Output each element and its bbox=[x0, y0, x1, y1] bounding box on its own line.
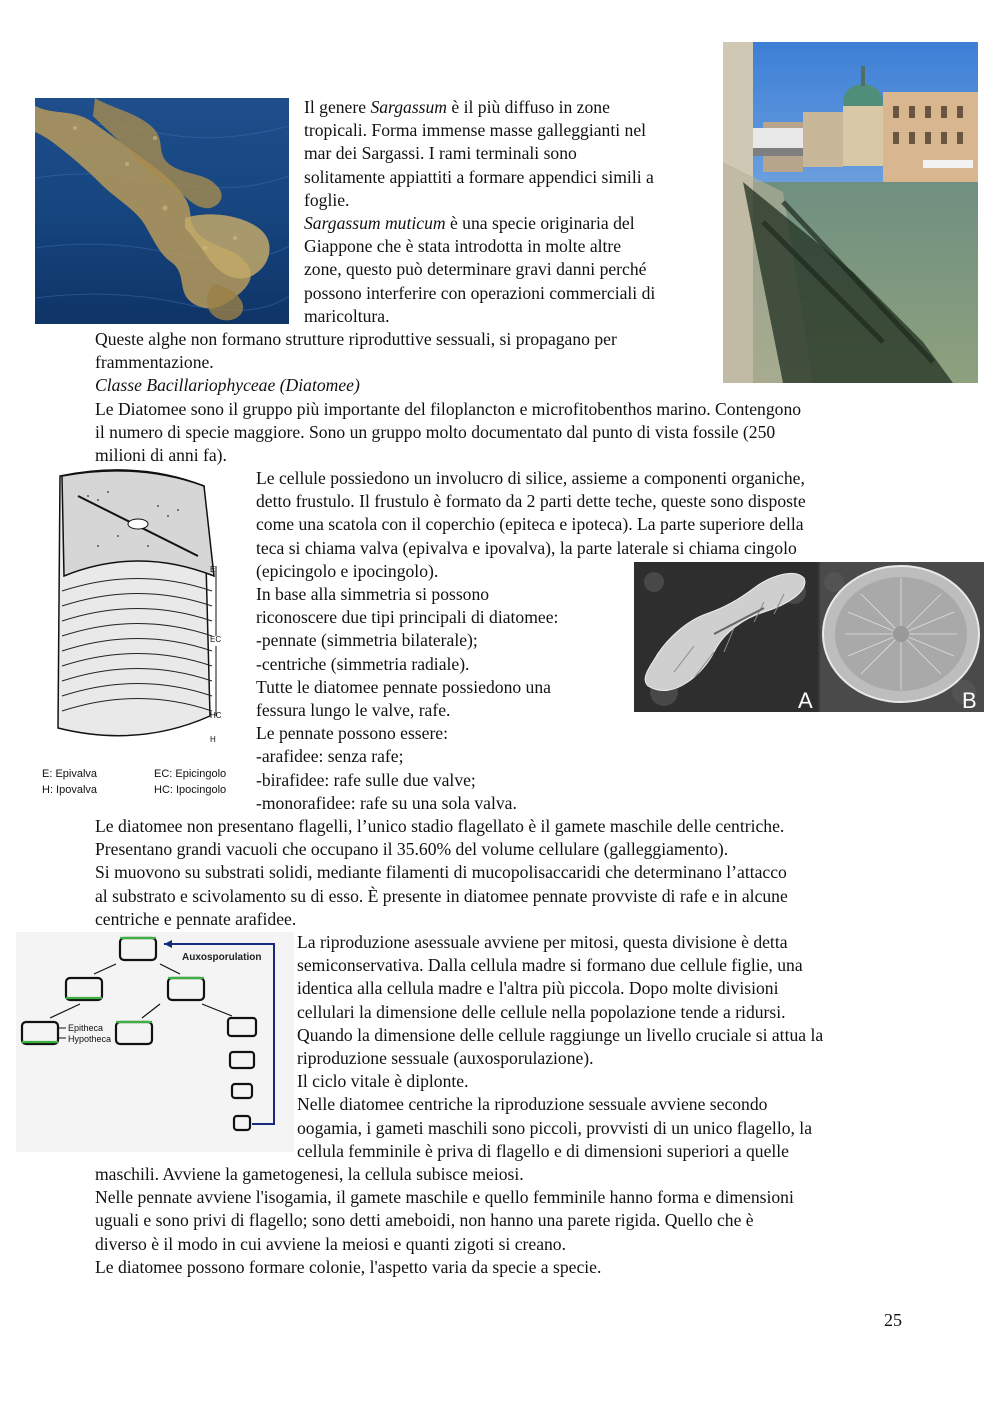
legend-ipovalva: H: Ipovalva bbox=[42, 784, 98, 796]
riproduzione-line-7: Il ciclo vitale è diplonte. bbox=[297, 1071, 469, 1092]
flagelli-line-1: Le diatomee non presentano flagelli, l’unico stadio flagellato è il gamete maschile delle centriche. bbox=[95, 816, 785, 836]
legend-ipocingolo: HC: Ipocingolo bbox=[154, 784, 227, 796]
riproduzione-line-1: La riproduzione asessuale avviene per mitosi, questa divisione è detta bbox=[297, 932, 788, 952]
sargassum-line-2: tropicali. Forma immense masse galleggianti nel bbox=[304, 120, 647, 141]
frustulo-line-4: teca si chiama valva (epivalva e ipovalva), la parte laterale si chiama cingolo bbox=[256, 537, 797, 558]
flagelli-line-4: al substrato e scivolamento su di esso. È presente in diatomee pennate provviste di rafe e in alcune bbox=[95, 885, 788, 906]
label-ec: EC bbox=[210, 635, 222, 644]
sem-label-a: A bbox=[798, 688, 813, 712]
flagelli-line-5: centriche e pennate arafidee. bbox=[95, 908, 297, 929]
sargassum-line-10: maricoltura. bbox=[304, 305, 390, 326]
sargassum-line-1-post: è il più diffuso in zone bbox=[447, 97, 610, 117]
final-paragraph bbox=[95, 1163, 794, 1279]
final-line-4: diverso è il modo in cui avviene la meiosi e quanti zigoti si creano. bbox=[95, 1233, 566, 1254]
simmetria-line-8: -arafidee: senza rafe; bbox=[256, 746, 404, 767]
riproduzione-line-8: Nelle diatomee centriche la riproduzione sessuale avviene secondo bbox=[297, 1094, 768, 1115]
legend-epicingolo: EC: Epicingolo bbox=[154, 768, 227, 780]
auxosporulation-diagram bbox=[16, 932, 294, 1152]
flagelli-line-2: Presentano grandi vacuoli che occupano il 35.60% del volume cellulare (galleggiamento). bbox=[95, 839, 729, 860]
simmetria-line-2: riconoscere due tipi principali di diatomee: bbox=[256, 607, 559, 628]
legend-epivalva: E: Epivalva bbox=[42, 768, 98, 780]
simmetria-line-3: -pennate (simmetria bilaterale); bbox=[256, 630, 478, 651]
simmetria-line-6: fessura lungo le valve, rafe. bbox=[256, 700, 451, 721]
repro-line-2: frammentazione. bbox=[95, 352, 214, 373]
final-line-1: maschili. Avviene la gametogenesi, la cellula subisce meiosi. bbox=[95, 1164, 524, 1184]
riproduzione-line-3: identica alla cellula madre e l'altra più piccola. Dopo molte divisioni bbox=[297, 978, 779, 999]
riproduzione-line-4: cellulari la dimensione delle cellule nella popolazione tende a ridursi. bbox=[297, 1001, 786, 1022]
diatomee-line-3: milioni di anni fa). bbox=[95, 445, 227, 466]
sargassum-line-8: zone, questo può determinare gravi danni perché bbox=[304, 259, 647, 280]
class-heading: Classe Bacillariophyceae (Diatomee) bbox=[95, 375, 360, 396]
repro-paragraph bbox=[95, 328, 801, 467]
sargassum-line-7: Giappone che è stata introdotta in molte altre bbox=[304, 236, 622, 257]
frustulo-paragraph bbox=[256, 467, 806, 815]
diatom-frustule-drawing bbox=[38, 466, 240, 802]
sargassum-line-3: mar dei Sargassi. I rami terminali sono bbox=[304, 143, 577, 164]
flagelli-line-3: Si muovono su substrati solidi, mediante filamenti di mucopolisaccaridi che determinano l’attacco bbox=[95, 862, 787, 883]
label-hc: HC bbox=[210, 711, 222, 720]
simmetria-line-9: -birafidee: rafe sulle due valve; bbox=[256, 769, 476, 790]
sargassum-line-4: solitamente appiattiti a formare appendici simili a bbox=[304, 166, 654, 187]
sargassum-line-6-post: è una specie originaria del bbox=[445, 213, 635, 234]
sargassum-line-6 bbox=[304, 212, 655, 235]
simmetria-line-1: In base alla simmetria si possono bbox=[256, 584, 490, 605]
simmetria-line-4: -centriche (simmetria radiale). bbox=[256, 653, 470, 674]
frustulo-line-3: come una scatola con il coperchio (epiteca e ipoteca). La parte superiore della bbox=[256, 514, 804, 535]
sargassum-genus: Sargassum bbox=[370, 97, 448, 117]
sargassum-line-1-pre: Il genere bbox=[304, 97, 371, 117]
repro-line-1: Queste alghe non formano strutture riproduttive sessuali, si propagano per bbox=[95, 329, 617, 349]
sargassum-line-9: possono interferire con operazioni commerciali di bbox=[304, 282, 656, 303]
flagelli-paragraph bbox=[95, 815, 788, 931]
riproduzione-line-9: oogamia, i gameti maschili sono piccoli, provvisti di un unico flagello, la bbox=[297, 1117, 813, 1138]
diatomee-line-2: il numero di specie maggiore. Sono un gruppo molto documentato dal punto di vista fossile (250 bbox=[95, 421, 776, 442]
riproduzione-paragraph bbox=[297, 931, 823, 1163]
epitheca-label: Epitheca bbox=[68, 1023, 104, 1033]
page-number: 25 bbox=[884, 1310, 902, 1330]
riproduzione-line-10: cellula femminile è priva di flagello e di dimensioni superiori a quelle bbox=[297, 1140, 789, 1161]
hypotheca-label: Hypotheca bbox=[68, 1034, 112, 1044]
sargassum-line-5: foglie. bbox=[304, 189, 350, 210]
auxosporulation-label: Auxosporulation bbox=[182, 952, 262, 963]
diatomee-line-1: Le Diatomee sono il gruppo più importante del filoplancton e microfitobenthos marino. Contengono bbox=[95, 398, 802, 419]
frustulo-line-2: detto frustulo. Il frustulo è formato da 2 parti dette teche, queste sono disposte bbox=[256, 491, 806, 512]
riproduzione-line-6: riproduzione sessuale (auxosporulazione). bbox=[297, 1048, 594, 1069]
simmetria-line-5: Tutte le diatomee pennate possiedono una bbox=[256, 676, 551, 697]
frustulo-line-5: (epicingolo e ipocingolo). bbox=[256, 560, 439, 581]
final-line-3: uguali e sono privi di flagello; sono detti ameboidi, non hanno una parete rigida. Quello che è bbox=[95, 1210, 754, 1231]
sargassum-photo bbox=[35, 98, 289, 324]
riproduzione-line-5: Quando la dimensione delle cellule raggiunge un livello cruciale si attua la bbox=[297, 1024, 824, 1045]
sem-label-b: B bbox=[962, 688, 977, 712]
label-e: E bbox=[210, 565, 216, 574]
sargassum-paragraph bbox=[304, 96, 655, 328]
final-line-5: Le diatomee possono formare colonie, l'aspetto varia da specie a specie. bbox=[95, 1256, 602, 1277]
sargassum-muticum: Sargassum muticum bbox=[304, 213, 446, 234]
frustulo-line-1: Le cellule possiedono un involucro di silice, assieme a componenti organiche, bbox=[256, 468, 805, 488]
riproduzione-line-2: semiconservativa. Dalla cellula madre si formano due cellule figlie, una bbox=[297, 955, 803, 976]
simmetria-line-7: Le pennate possono essere: bbox=[256, 723, 449, 744]
final-line-2: Nelle pennate avviene l'isogamia, il gamete maschile e quello femminile hanno forma e dimensioni bbox=[95, 1187, 794, 1208]
label-h: H bbox=[210, 735, 216, 744]
simmetria-line-10: -monorafidee: rafe su una sola valva. bbox=[256, 792, 517, 813]
sargassum-line-1 bbox=[304, 96, 655, 119]
